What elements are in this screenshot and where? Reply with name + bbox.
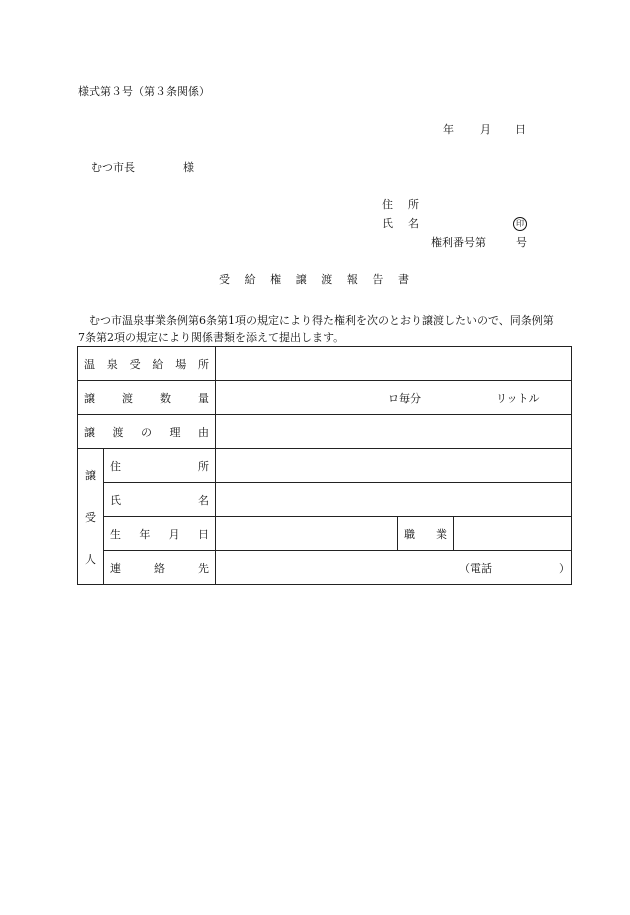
applicant-address-char-1: 住 bbox=[382, 198, 393, 211]
table-row bbox=[78, 483, 572, 517]
phone-label: （電話 bbox=[459, 562, 492, 575]
table-row bbox=[78, 517, 572, 551]
rights-number-label: 権利番号第 bbox=[431, 236, 486, 249]
occupation-field[interactable] bbox=[454, 517, 572, 551]
table-row bbox=[78, 551, 572, 585]
transfer-reason-label: 譲 渡 の 理 由 bbox=[78, 415, 216, 449]
table-row bbox=[78, 381, 572, 415]
page-title bbox=[219, 273, 409, 287]
transferee-label: 譲 受 人 bbox=[78, 449, 104, 585]
title-char: 給 bbox=[244, 273, 256, 286]
phone-close: ） bbox=[559, 562, 570, 575]
applicant-name-char-1: 氏 bbox=[382, 217, 393, 230]
title-char: 報 bbox=[346, 273, 358, 286]
date-month: 月 bbox=[480, 123, 491, 136]
body-paragraph bbox=[78, 312, 558, 346]
transferee-name-label: 氏 名 bbox=[104, 483, 216, 517]
transfer-amount-field[interactable] bbox=[216, 381, 572, 415]
table-row bbox=[78, 347, 572, 381]
transferee-address-field[interactable] bbox=[216, 449, 572, 483]
transfer-amount-label: 譲 渡 数 量 bbox=[78, 381, 216, 415]
body-text: むつ市温泉事業条例第6条第1項の規定により得た権利を次のとおり譲渡したいので、同条例第7条第2項の規定により関係書類を添えて提出します。 bbox=[78, 314, 554, 344]
rights-number-suffix: 号 bbox=[516, 236, 527, 249]
title-char: 書 bbox=[397, 273, 409, 286]
date-year: 年 bbox=[443, 123, 454, 136]
title-char: 譲 bbox=[295, 273, 307, 286]
spring-location-label: 温 泉 受 給 場 所 bbox=[78, 347, 216, 381]
contact-field[interactable] bbox=[216, 551, 572, 585]
form-number: 様式第３号（第３条関係） bbox=[78, 85, 210, 98]
contact-label: 連 絡 先 bbox=[104, 551, 216, 585]
applicant-address-char-2: 所 bbox=[408, 198, 419, 211]
addressee-mayor: むつ市長 bbox=[91, 161, 135, 174]
title-char: 受 bbox=[219, 273, 230, 286]
birthdate-field[interactable] bbox=[216, 517, 398, 551]
title-char: 権 bbox=[270, 273, 282, 286]
transferee-address-label: 住 所 bbox=[104, 449, 216, 483]
seal-stamp: 印 bbox=[513, 217, 527, 231]
table-row bbox=[78, 415, 572, 449]
report-table bbox=[77, 346, 572, 585]
transfer-reason-field[interactable] bbox=[216, 415, 572, 449]
birthdate-label: 生 年 月 日 bbox=[104, 517, 216, 551]
per-minute-label: ロ毎分 bbox=[388, 392, 421, 405]
addressee-honorific: 様 bbox=[183, 161, 194, 174]
transferee-name-field[interactable] bbox=[216, 483, 572, 517]
date-day: 日 bbox=[515, 123, 526, 136]
spring-location-field[interactable] bbox=[216, 347, 572, 381]
liter-label: リットル bbox=[496, 392, 540, 405]
table-row bbox=[78, 449, 572, 483]
applicant-name-char-2: 名 bbox=[408, 217, 419, 230]
occupation-label: 職 業 bbox=[398, 517, 454, 551]
title-char: 告 bbox=[372, 273, 384, 286]
title-char: 渡 bbox=[321, 273, 333, 286]
